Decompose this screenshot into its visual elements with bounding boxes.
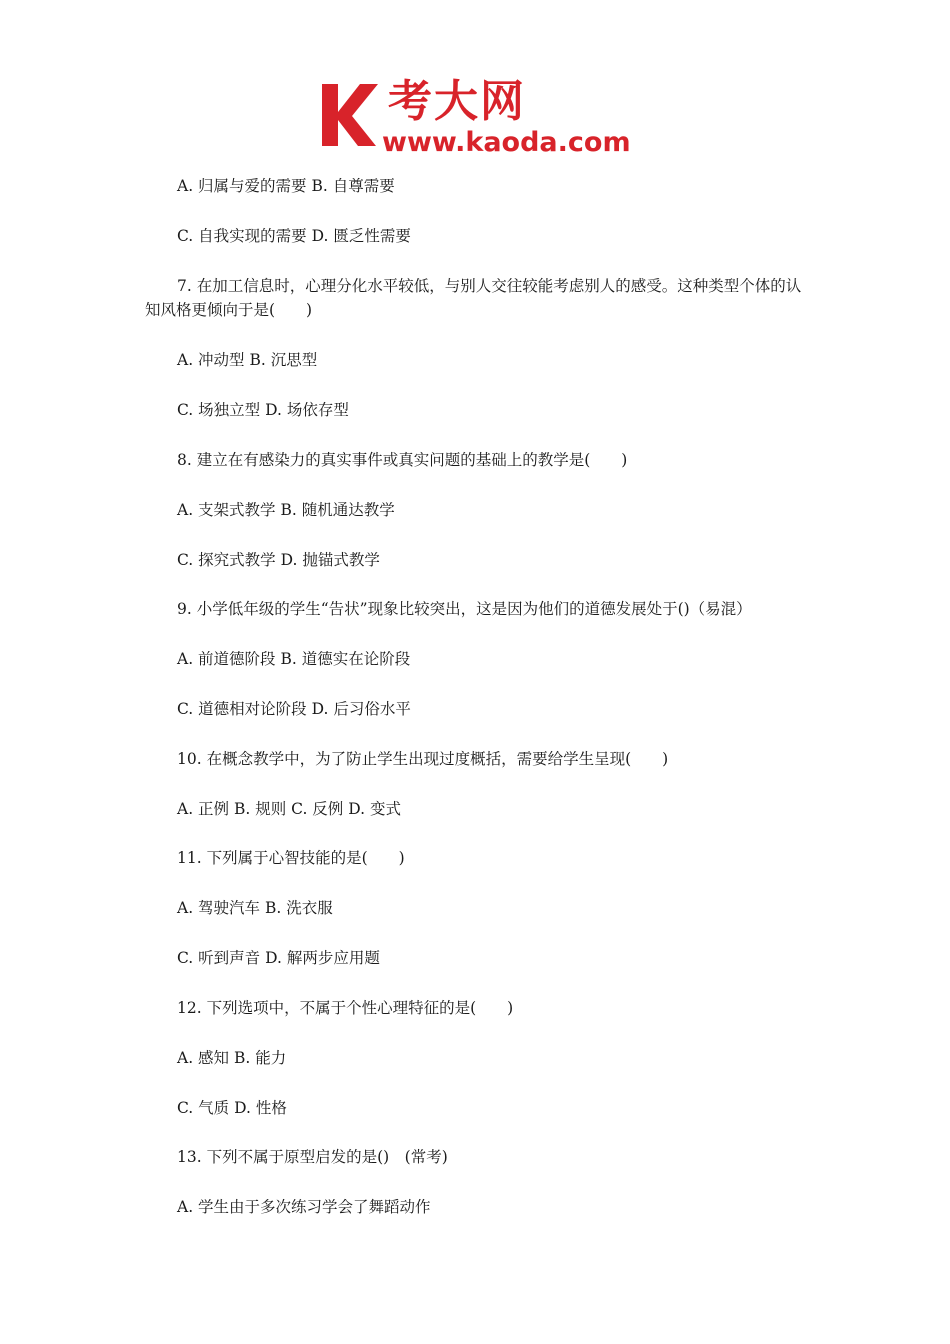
- question-line: 8. 建立在有感染力的真实事件或真实问题的基础上的教学是( ): [177, 451, 628, 469]
- option-line: A. 驾驶汽车 B. 洗衣服: [177, 899, 333, 917]
- logo-brand-text: 考大网: [388, 76, 526, 127]
- option-line: C. 自我实现的需要 D. 匮乏性需要: [177, 227, 411, 245]
- option-line: C. 道德相对论阶段 D. 后习俗水平: [177, 700, 411, 718]
- question-line: 12. 下列选项中，不属于个性心理特征的是( ): [177, 999, 514, 1017]
- option-line: C. 气质 D. 性格: [177, 1099, 287, 1117]
- question-line: 9. 小学低年级的学生“告状”现象比较突出，这是因为他们的道德发展处于()（易混）: [177, 600, 752, 618]
- option-line: A. 感知 B. 能力: [177, 1049, 287, 1067]
- option-line: C. 探究式教学 D. 抛锚式教学: [177, 551, 380, 569]
- option-line: A. 归属与爱的需要 B. 自尊需要: [177, 177, 395, 195]
- option-line: A. 冲动型 B. 沉思型: [177, 351, 318, 369]
- option-line: C. 场独立型 D. 场依存型: [177, 401, 349, 419]
- k-logo-icon: [318, 82, 380, 148]
- question-line: 10. 在概念教学中，为了防止学生出现过度概括，需要给学生呈现( ): [177, 750, 669, 768]
- logo-url-text: www.kaoda.com: [382, 127, 631, 158]
- question-line: 11. 下列属于心智技能的是( ): [177, 849, 405, 867]
- option-line: A. 正例 B. 规则 C. 反例 D. 变式: [177, 800, 401, 818]
- kaoda-logo: [318, 78, 640, 160]
- option-line: A. 前道德阶段 B. 道德实在论阶段: [177, 650, 411, 668]
- question-line: 13. 下列不属于原型启发的是() (常考): [177, 1148, 448, 1166]
- option-line: A. 支架式教学 B. 随机通达教学: [177, 501, 395, 519]
- question-line: 7. 在加工信息时，心理分化水平较低，与别人交往较能考虑别人的感受。这种类型个体的认知风格更倾向于是( ): [145, 277, 802, 319]
- option-line: A. 学生由于多次练习学会了舞蹈动作: [177, 1198, 431, 1216]
- option-line: C. 听到声音 D. 解两步应用题: [177, 949, 380, 967]
